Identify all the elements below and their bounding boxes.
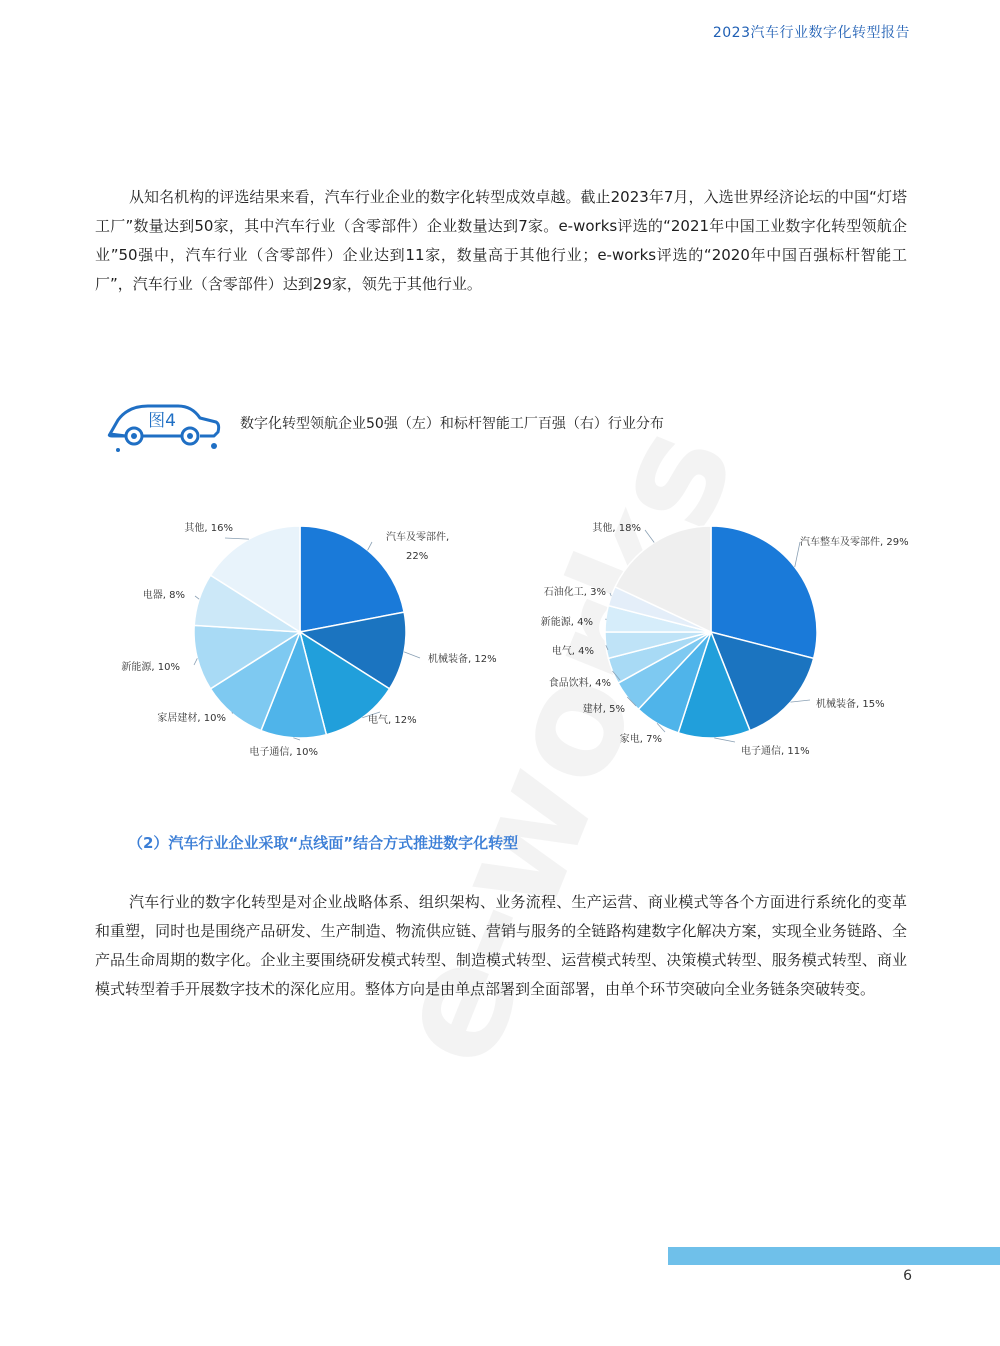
pie-slice-label: 电子通信, 10% xyxy=(249,747,318,758)
section-heading: （2）汽车行业企业采取“点线面”结合方式推进数字化转型 xyxy=(128,834,519,852)
pie-slice-label: 其他, 18% xyxy=(592,523,641,534)
paragraph-intro: 从知名机构的评选结果来看，汽车行业企业的数字化转型成效卓越。截止2023年7月，入选世界经济论坛的中国“灯塔工厂”数量达到50家，其中汽车行业（含零部件）企业数量达到7家。e-works评选的“2021年中国工业数字化转型领航企业”50强中，汽车行业（含零部件）企业达到11家，数量高于其他行业；e-works评选的“2020年中国百强标杆智能工厂”，汽车行业（含零部件）达到29家，领先于其他行业。 xyxy=(95,188,907,293)
pie-slice-label: 新能源, 10% xyxy=(121,662,180,673)
pie-slice-label: 建材, 5% xyxy=(582,704,625,715)
figure-badge xyxy=(104,398,224,456)
pie-leader-line xyxy=(368,542,372,550)
figure-caption: 数字化转型领航企业50强（左）和标杆智能工厂百强（右）行业分布 xyxy=(240,416,664,432)
pie-slice-label: 汽车整车及零部件, 29% xyxy=(800,537,909,548)
pie-slice-label: 机械装备, 12% xyxy=(428,654,497,665)
figure-badge-label: 图4 xyxy=(148,411,176,431)
pie-chart-right xyxy=(541,521,909,757)
footer-bar xyxy=(668,1247,1000,1265)
pie-slice-label: 电子通信, 11% xyxy=(741,746,810,757)
pie-leader-line xyxy=(645,530,654,543)
paragraph-strategy: 汽车行业的数字化转型是对企业战略体系、组织架构、业务流程、生产运营、商业模式等各个方面进行系统化的变革和重塑，同时也是围绕产品研发、生产制造、物流供应链、营销与服务的全链路构建数字化解决方案，实现全业务链路、全产品生命周期的数字化。企业主要围绕研发模式转型、制造模式转型、运营模式转型、决策模式转型、服务模式转型、商业模式转型着手开展数字技术的深化应用。整体方向是由单点部署到全面部署，由单个环节突破向全业务链条突破转变。 xyxy=(95,893,907,998)
pie-leader-line xyxy=(404,652,420,658)
pie-slice-label: 汽车及零部件, 22% xyxy=(386,532,450,562)
pie-slice-label: 电器, 8% xyxy=(142,590,185,601)
pie-slice-label: 家电, 7% xyxy=(619,734,662,745)
header-title: 2023汽车行业数字化转型报告 xyxy=(712,25,910,41)
pie-leader-line xyxy=(791,700,810,702)
pie-slice-label: 新能源, 4% xyxy=(540,617,593,628)
pie-leader-line xyxy=(195,596,199,599)
page-number: 6 xyxy=(903,1268,912,1284)
pie-slice-label: 食品饮料, 4% xyxy=(548,678,611,689)
pie-slice-label: 电气, 4% xyxy=(551,646,594,657)
pie-slice-label: 石油化工, 3% xyxy=(543,587,606,598)
pie-slice-label: 机械装备, 15% xyxy=(816,699,885,710)
pie-chart-left xyxy=(121,521,496,758)
pie-charts xyxy=(0,500,1000,780)
pie-slice-label: 电气, 12% xyxy=(368,715,417,726)
pie-leader-line xyxy=(225,538,249,539)
pie-leader-line xyxy=(194,658,197,665)
pie-leader-line xyxy=(714,738,735,742)
pie-slice-label: 其他, 16% xyxy=(184,523,233,534)
pie-slice-label: 家居建材, 10% xyxy=(157,713,226,724)
